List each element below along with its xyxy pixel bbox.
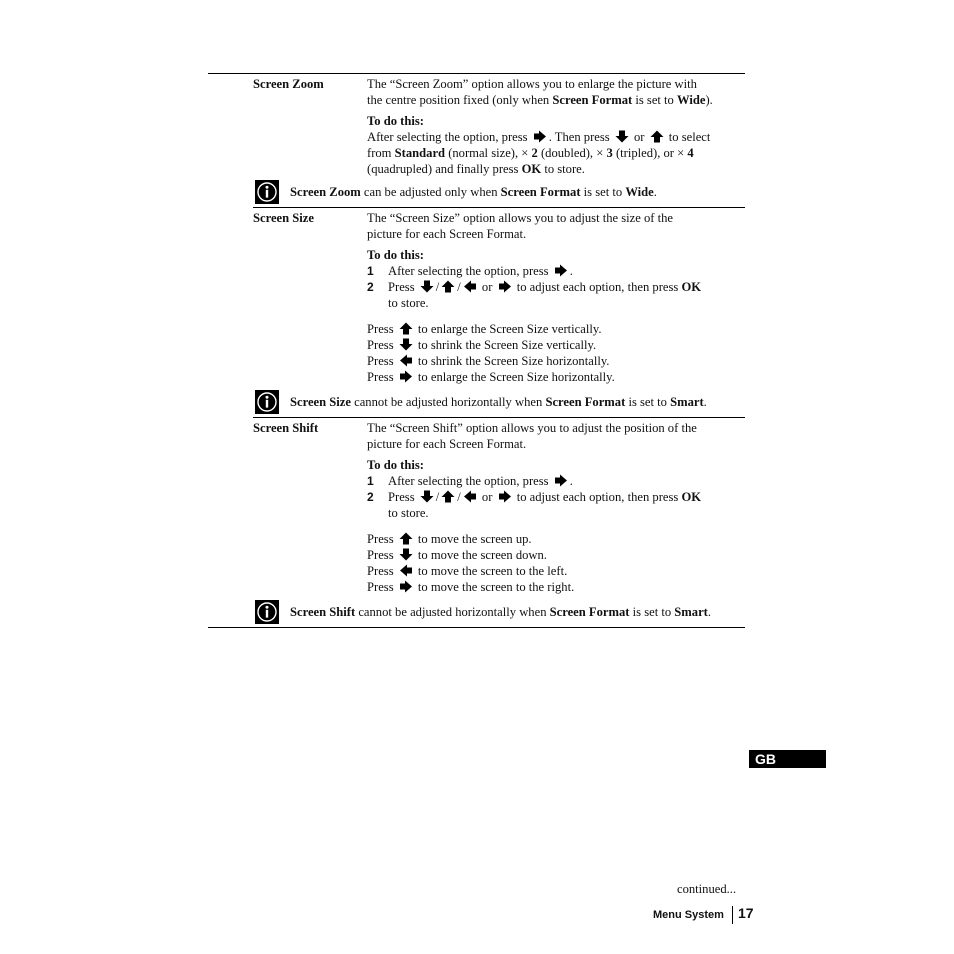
right-arrow-icon: [498, 280, 512, 293]
shift-step2: 2 Press / / or to adjust each option, then press OK: [367, 490, 702, 504]
footer-divider: [732, 906, 733, 924]
size-press-right: Press to enlarge the Screen Size horizontally.: [367, 370, 615, 384]
footer-section-name: Menu System: [653, 909, 724, 921]
right-arrow-icon: [554, 474, 568, 487]
desc-screen-zoom: [367, 76, 747, 177]
language-tab-label: GB: [755, 751, 776, 767]
right-arrow-icon: [533, 130, 547, 143]
down-arrow-icon: [615, 130, 629, 143]
divider-zoom-size: [253, 207, 745, 208]
up-arrow-icon: [650, 130, 664, 143]
right-arrow-icon: [498, 490, 512, 503]
zoom-intro-line1: The “Screen Zoom” option allows you to enlarge the picture with: [367, 77, 697, 91]
page-number: 17: [738, 905, 754, 921]
top-rule: [208, 73, 745, 74]
left-arrow-icon: [399, 354, 413, 367]
left-arrow-icon: [399, 564, 413, 577]
shift-todo-heading: To do this:: [367, 458, 424, 472]
shift-note-text: Screen Shift cannot be adjusted horizontally when Screen Format is set to Smart.: [290, 605, 712, 619]
right-arrow-icon: [399, 580, 413, 593]
up-arrow-icon: [399, 532, 413, 545]
divider-size-shift: [253, 417, 745, 418]
term-screen-zoom: Screen Zoom: [253, 77, 324, 91]
desc-screen-shift: [367, 420, 747, 595]
right-arrow-icon: [399, 370, 413, 383]
info-icon: [255, 180, 279, 204]
shift-step2-cont: to store.: [388, 506, 429, 520]
down-arrow-icon: [420, 280, 434, 293]
size-press-up: Press to enlarge the Screen Size vertically.: [367, 322, 602, 336]
shift-step1: 1 After selecting the option, press .: [367, 474, 573, 488]
size-press-left: Press to shrink the Screen Size horizontally.: [367, 354, 610, 368]
size-step2-cont: to store.: [388, 296, 429, 310]
language-tab: [749, 750, 826, 768]
shift-press-right: Press to move the screen to the right.: [367, 580, 575, 594]
zoom-intro-line2: the centre position fixed (only when Screen Format is set to Wide).: [367, 93, 713, 107]
info-icon: [255, 390, 279, 414]
size-intro-line1: The “Screen Size” option allows you to adjust the size of the: [367, 211, 674, 225]
size-step2: 2 Press / / or to adjust each option, then press OK: [367, 280, 702, 294]
zoom-body-line1: After selecting the option, press . Then press or to select: [367, 130, 711, 144]
desc-screen-size: [367, 210, 747, 385]
size-note-text: Screen Size cannot be adjusted horizontally when Screen Format is set to Smart.: [290, 395, 707, 409]
size-step1: 1 After selecting the option, press .: [367, 264, 573, 278]
down-arrow-icon: [420, 490, 434, 503]
term-screen-size: Screen Size: [253, 211, 314, 225]
up-arrow-icon: [399, 322, 413, 335]
zoom-todo-heading: To do this:: [367, 114, 424, 128]
down-arrow-icon: [399, 338, 413, 351]
term-screen-shift: Screen Shift: [253, 421, 319, 435]
continued-text: continued...: [677, 882, 737, 896]
zoom-body-line3: (quadrupled) and finally press OK to store.: [367, 162, 585, 176]
shift-intro-line1: The “Screen Shift” option allows you to adjust the position of the: [367, 421, 697, 435]
shift-press-left: Press to move the screen to the left.: [367, 564, 568, 578]
info-icon: [255, 600, 279, 624]
zoom-body-line2: from Standard (normal size), × 2 (doubled), × 3 (tripled), or × 4: [367, 146, 694, 160]
up-arrow-icon: [441, 490, 455, 503]
zoom-note-text: Screen Zoom can be adjusted only when Screen Format is set to Wide.: [290, 185, 657, 199]
shift-intro-line2: picture for each Screen Format.: [367, 437, 527, 451]
shift-press-up: Press to move the screen up.: [367, 532, 532, 546]
up-arrow-icon: [441, 280, 455, 293]
right-arrow-icon: [554, 264, 568, 277]
left-arrow-icon: [463, 490, 477, 503]
size-intro-line2: picture for each Screen Format.: [367, 227, 527, 241]
size-press-down: Press to shrink the Screen Size vertically.: [367, 338, 597, 352]
bottom-rule: [208, 627, 745, 628]
down-arrow-icon: [399, 548, 413, 561]
size-todo-heading: To do this:: [367, 248, 424, 262]
shift-press-down: Press to move the screen down.: [367, 548, 547, 562]
left-arrow-icon: [463, 280, 477, 293]
